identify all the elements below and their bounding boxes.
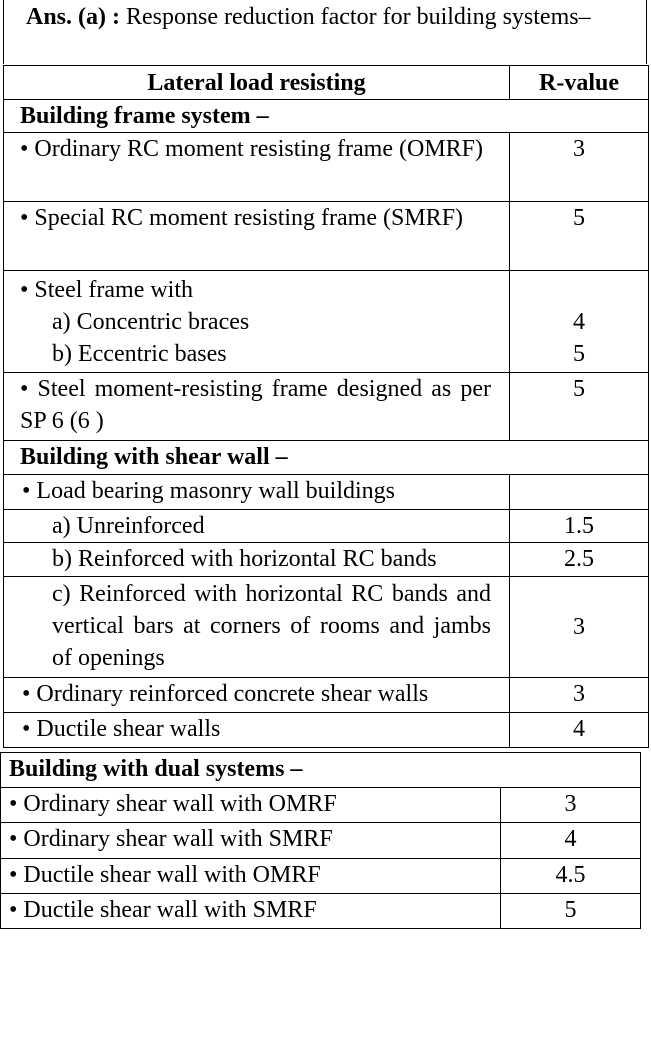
row-value: 2.5 [510,543,649,577]
table-row [4,713,649,748]
row-label: • Ordinary reinforced concrete shear walls [4,678,510,713]
row-label: • Steel frame with [20,277,194,303]
header-lateral-load: Lateral load resisting [4,66,510,100]
table-row [4,133,649,202]
response-reduction-table [3,65,649,748]
row-value: 3 [510,133,649,202]
row-values-steel [510,271,649,373]
section-building-frame: Building frame system – [4,100,649,133]
row-label: b) Reinforced with horizontal RC bands [4,543,510,577]
row-value-empty [510,475,649,510]
table-row [1,859,641,894]
row-label: • Ordinary shear wall with SMRF [1,823,501,859]
row-value: 5 [510,202,649,271]
row-value: 3 [510,577,649,678]
table-row [4,510,649,543]
row-value: 4 [510,713,649,748]
row-sub-label: b) Eccentric bases [52,341,227,367]
row-label: • Ordinary RC moment resisting frame (OMRF) [4,133,510,202]
row-label: a) Unreinforced [4,510,510,543]
table-row [4,475,649,510]
row-value: 5 [510,373,649,441]
section-row [4,100,649,133]
row-label: • Ordinary shear wall with OMRF [1,788,501,823]
table-row [1,823,641,859]
row-value: 1.5 [510,510,649,543]
table-row [1,894,641,929]
dual-systems-table [0,752,641,929]
table-row [4,373,649,441]
row-label: • Steel moment-resisting frame designed as per SP 6 (6 ) [4,373,510,441]
row-label: • Load bearing masonry wall buildings [4,475,510,510]
section-row [1,753,641,788]
section-dual-systems: Building with dual systems – [1,753,641,788]
row-label: c) Reinforced with horizontal RC bands and vertical bars at corners of rooms and jambs of openings [4,577,510,678]
header-r-value: R-value [510,66,649,100]
row-label-steel [4,271,510,373]
row-value: 5 [573,341,585,367]
answer-text: Response reduction factor for building systems– [126,4,591,30]
section-shear-wall: Building with shear wall – [4,441,649,475]
row-label: • Ductile shear walls [4,713,510,748]
row-value: 3 [510,678,649,713]
row-value: 3 [501,788,641,823]
table-header-row [4,66,649,100]
table-row [4,271,649,373]
row-label: • Special RC moment resisting frame (SMRF) [4,202,510,271]
table-row [1,788,641,823]
answer-intro [3,0,647,64]
table-row [4,202,649,271]
row-value: 4 [501,823,641,859]
table-row [4,577,649,678]
row-value: 4.5 [501,859,641,894]
row-label: • Ductile shear wall with OMRF [1,859,501,894]
row-label: • Ductile shear wall with SMRF [1,894,501,929]
table-row [4,543,649,577]
answer-label: Ans. (a) : [26,4,120,30]
table-row [4,678,649,713]
row-value: 4 [573,309,585,335]
section-row [4,441,649,475]
row-sub-label: a) Concentric braces [52,309,250,335]
row-value: 5 [501,894,641,929]
